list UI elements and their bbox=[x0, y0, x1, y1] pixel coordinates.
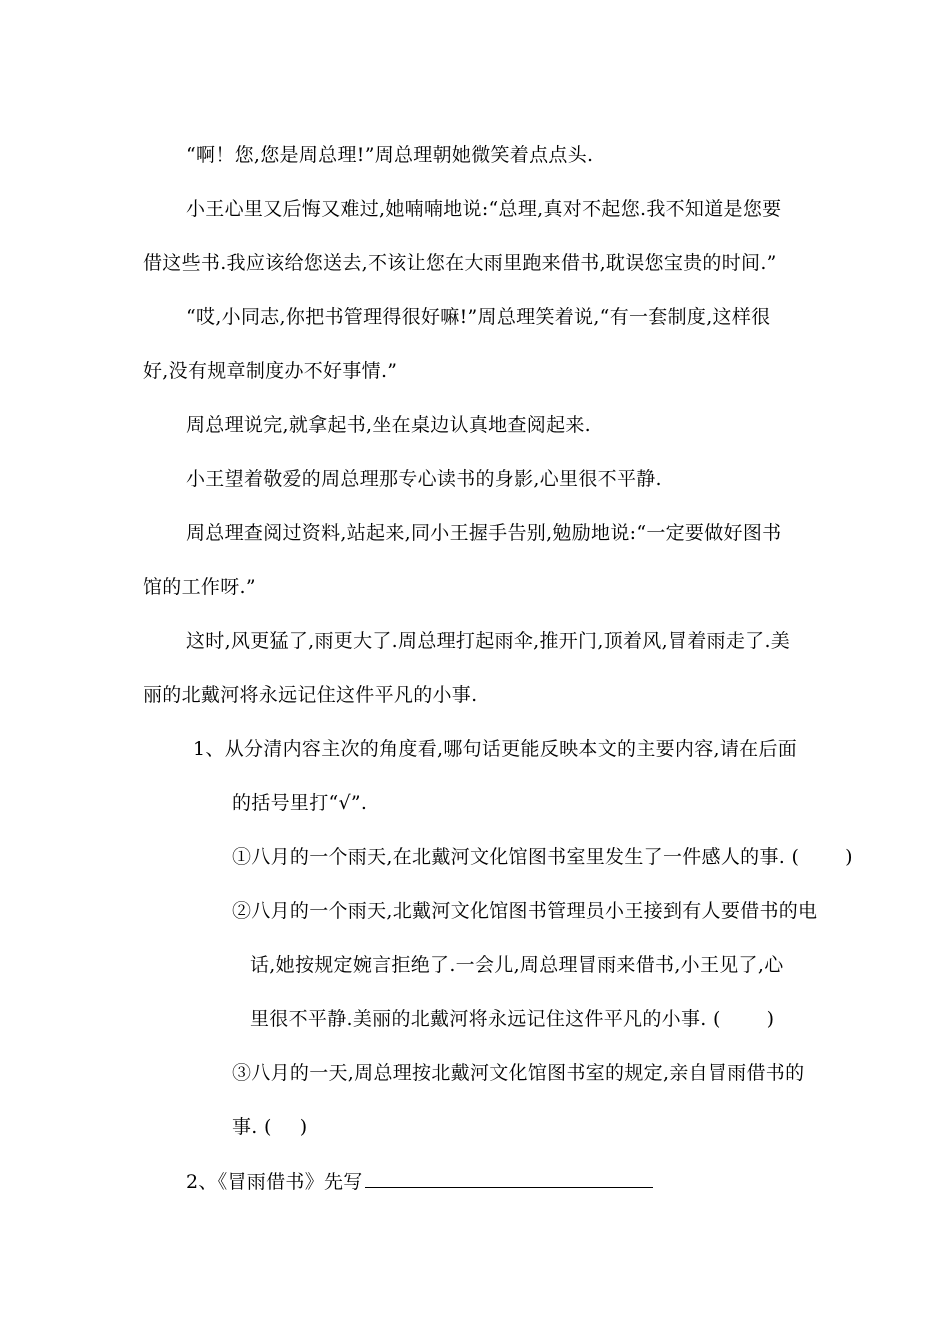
answer-paren-close: ) bbox=[766, 1008, 775, 1030]
option-3: ③八月的一天,周总理按北戴河文化馆图书室的规定,亲自冒雨借书的 bbox=[232, 1062, 805, 1084]
option-3-continued bbox=[232, 1115, 307, 1139]
paragraph-line: 周总理说完,就拿起书,坐在桌边认真地查阅起来. bbox=[186, 414, 592, 436]
answer-paren-open: ( bbox=[791, 846, 800, 868]
paragraph-line: 小王心里又后悔又难过,她喃喃地说:“总理,真对不起您.我不知道是您要 bbox=[186, 198, 782, 220]
paragraph-line: “哎,小同志,你把书管理得很好嘛!”周总理笑着说,“有一套制度,这样很 bbox=[186, 306, 771, 328]
fill-in-blank-line[interactable] bbox=[365, 1169, 653, 1188]
option-3-text: 事. bbox=[232, 1116, 258, 1138]
question-1: 1、从分清内容主次的角度看,哪句话更能反映本文的主要内容,请在后面 bbox=[193, 738, 798, 760]
answer-paren-open: ( bbox=[263, 1116, 272, 1138]
paragraph-line: 丽的北戴河将永远记住这件平凡的小事. bbox=[143, 684, 478, 706]
answer-paren-close: ) bbox=[845, 846, 853, 868]
paragraph-line: “啊！您,您是周总理!”周总理朝她微笑着点点头. bbox=[186, 144, 594, 166]
paragraph-line: 馆的工作呀.” bbox=[143, 576, 256, 598]
paragraph-line: 周总理查阅过资料,站起来,同小王握手告别,勉励地说:“一定要做好图书 bbox=[186, 522, 782, 544]
option-2-text: 里很不平静.美丽的北戴河将永远记住这件平凡的小事. bbox=[250, 1008, 707, 1030]
option-1-text: ①八月的一个雨天,在北戴河文化馆图书室里发生了一件感人的事. bbox=[232, 846, 786, 868]
question-2-text: 2、《冒雨借书》先写 bbox=[186, 1171, 363, 1193]
answer-paren-open: ( bbox=[712, 1008, 721, 1030]
option-1 bbox=[232, 845, 853, 869]
answer-paren-close: ) bbox=[299, 1116, 308, 1138]
paragraph-line: 小王望着敬爱的周总理那专心读书的身影,心里很不平静. bbox=[186, 468, 662, 490]
option-2: ②八月的一个雨天,北戴河文化馆图书管理员小王接到有人要借书的电 bbox=[232, 900, 818, 922]
option-2-continued bbox=[250, 1007, 774, 1031]
question-2 bbox=[186, 1169, 653, 1194]
option-2-continued: 话,她按规定婉言拒绝了.一会儿,周总理冒雨来借书,小王见了,心 bbox=[250, 954, 784, 976]
paragraph-line: 借这些书.我应该给您送去,不该让您在大雨里跑来借书,耽误您宝贵的时间.” bbox=[143, 252, 777, 274]
question-1-continued: 的括号里打“√”. bbox=[232, 792, 368, 814]
paragraph-line: 这时,风更猛了,雨更大了.周总理打起雨伞,推开门,顶着风,冒着雨走了.美 bbox=[186, 630, 791, 652]
paragraph-line: 好,没有规章制度办不好事情.” bbox=[143, 360, 398, 382]
